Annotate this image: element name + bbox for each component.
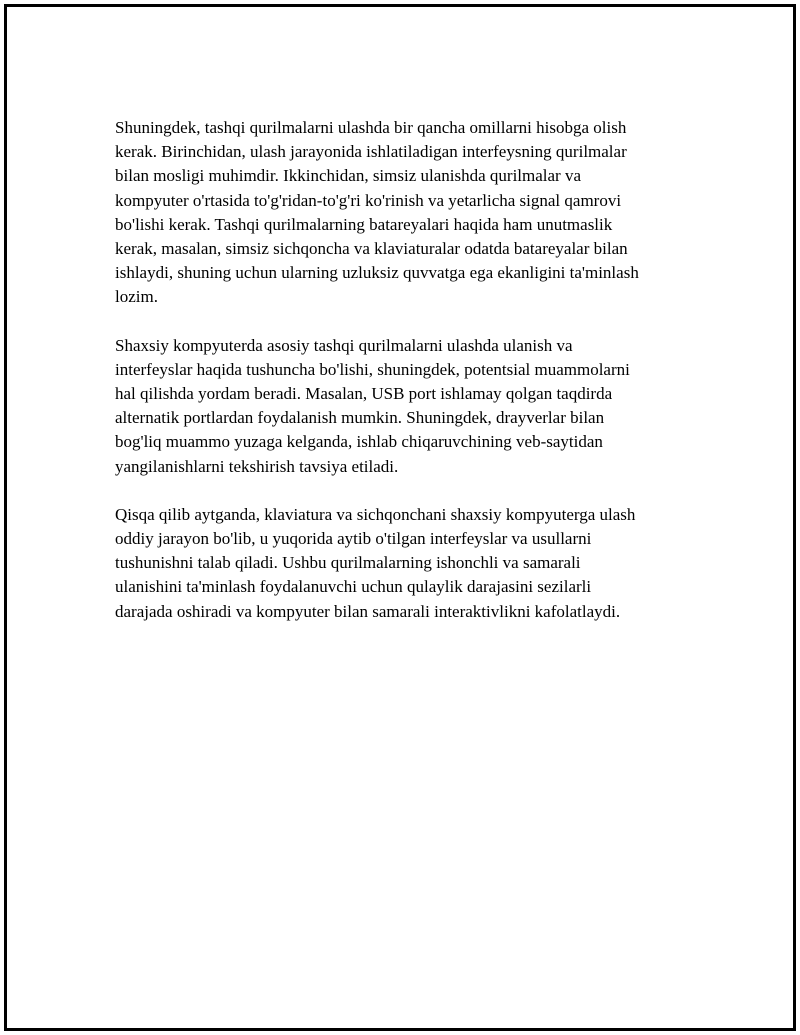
paragraph-2: Shaxsiy kompyuterda asosiy tashqi qurilmalarni ulashda ulanish va interfeyslar haqida tushuncha bo'lishi, shuningdek, potentsial muammolarni hal qilishda yordam beradi. Masalan, USB port ishlamay qolgan taqdirda alternatik portlardan foydalanish mumkin. Shuningdek, drayverlar bilan bog'liq muammo yuzaga kelganda, ishlab chiqaruvchining veb-saytidan yangilanishlarni tekshirish tavsiya etiladi. [115, 335, 630, 476]
paragraph-1: Shuningdek, tashqi qurilmalarni ulashda bir qancha omillarni hisobga olish kerak. Birinchidan, ulash jarayonida ishlatiladigan interfeysning qurilmalar bilan mosligi muhimdir. Ikkinchidan, simsiz ulanishda qurilmalar va kompyuter o'rtasida to'g'ridan-to'g'ri ko'rinish va yetarlicha signal qamrovi bo'lishi kerak. Tashqi qurilmalarning batareyalari haqida ham unutmaslik kerak, masalan, simsiz sichqoncha va klaviaturalar odatda batareyalar bilan ishlaydi, shuning uchun ularning uzluksiz quvvatga ega ekanligini ta'minlash lozim. [115, 118, 639, 307]
document-body [115, 116, 705, 648]
paragraph-3: Qisqa qilib aytganda, klaviatura va sichqonchani shaxsiy kompyuterga ulash oddiy jarayon bo'lib, u yuqorida aytib o'tilgan interfeyslar va usullarni tushunishni talab qiladi. Ushbu qurilmalarning ishonchli va samarali ulanishini ta'minlash foydalanuvchi uchun qulaylik darajasini sezilarli darajada oshiradi va kompyuter bilan samarali interaktivlikni kafolatlaydi. [115, 504, 636, 621]
